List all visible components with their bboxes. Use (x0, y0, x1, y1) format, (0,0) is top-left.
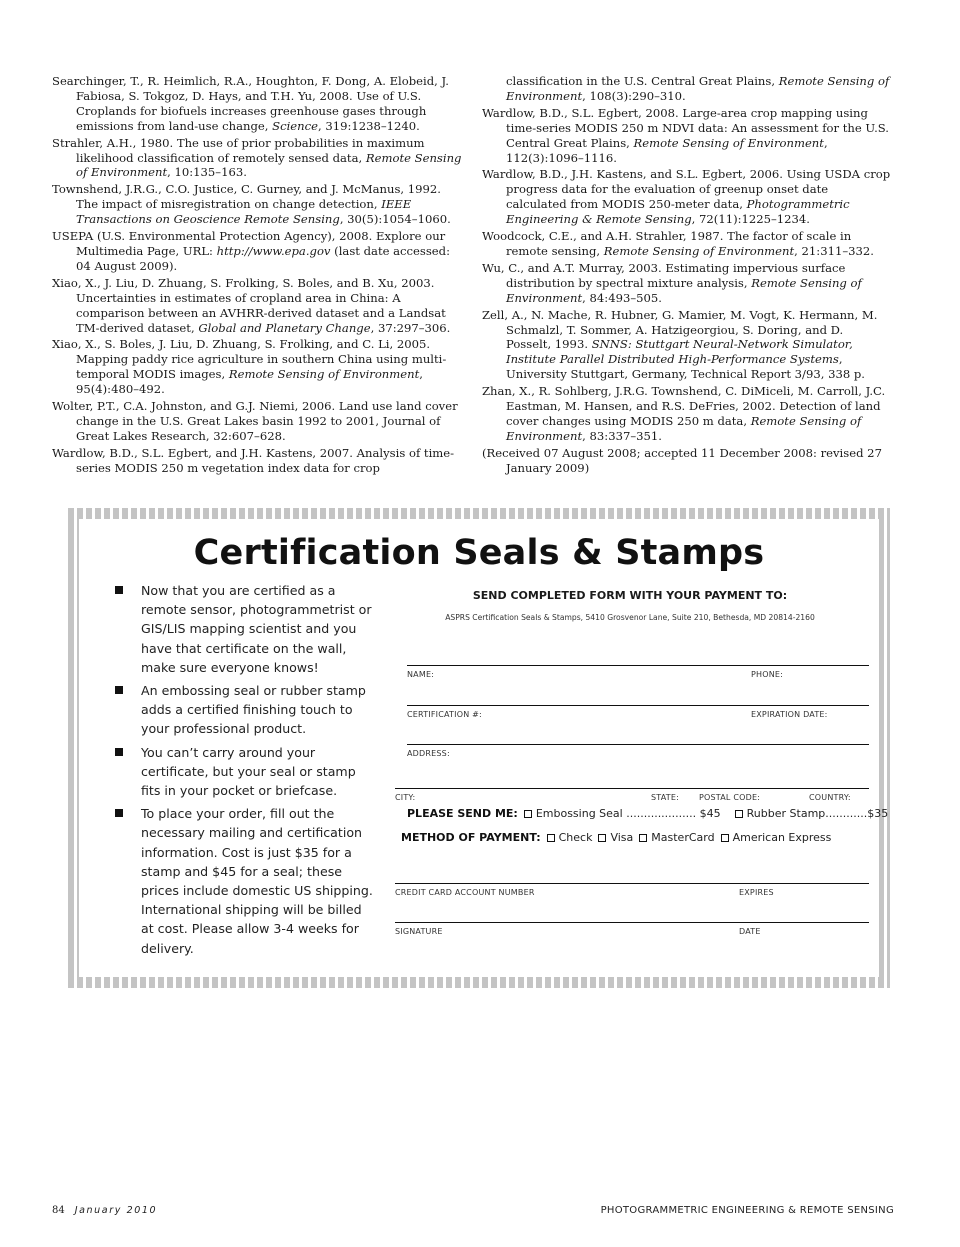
reference-source: Remote Sensing of Environment (506, 413, 862, 443)
reference-text: Zell, A., N. Mache, R. Hubner, G. Mamier, M. Vogt, K. Hermann, M. Schmalzl, T. Sommer, A. Hatzigeorgiou, S. Doring, and D. Posselt, 1993. (482, 307, 878, 352)
page-number: 84 (52, 1205, 65, 1216)
reference-details: , University Stuttgart, Germany, Technical Report 3/93, 338 p. (506, 352, 865, 382)
reference-text: Xiao, X., J. Liu, D. Zhuang, S. Frolking, S. Boles, and B. Xu, 2003. Uncertainties in estimates of cropland area in China: A comparison between an AVHRR-derived dataset and a Landsat TM-derived dataset, (52, 275, 446, 335)
payment-label: METHOD OF PAYMENT: (401, 831, 541, 844)
visa-option: Visa (610, 831, 634, 844)
signature-line[interactable] (395, 922, 869, 923)
footer-left (52, 1205, 157, 1216)
reference-text: Wolter, P.T., C.A. Johnston, and G.J. Niemi, 2006. Land use land cover change in the U.S. Great Lakes basin 1992 to 2001, Journal of Great Lakes Research, 32:607–628. (52, 399, 458, 443)
reference-entry (52, 229, 462, 274)
references-right-column (482, 74, 892, 478)
reference-source: Remote Sensing of Environment (633, 135, 824, 150)
ad-bullet (103, 743, 373, 801)
reference-text: classification in the U.S. Central Great Plains, (506, 74, 779, 88)
reference-text: Wardlow, B.D., S.L. Egbert, 2008. Large-area crop mapping using time-series MODIS 250 m NDVI data: An assessment for the U.S. Central Great Plains, (482, 105, 889, 150)
amex-checkbox[interactable] (721, 834, 729, 842)
reference-details: , 95(4):480–492. (76, 367, 423, 397)
reference-text: (Received 07 August 2008; accepted 11 December 2008: revised 27 January 2009) (482, 445, 882, 475)
reference-entry (482, 167, 892, 227)
reference-text: Searchinger, T., R. Heimlich, R.A., Houghton, F. Dong, A. Elobeid, J. Fabiosa, S. Tokgoz, D. Hays, and T.H. Yu, 2008. Use of U.S. Croplands for biofuels increases greenhouse gases through emissions from land-use change, (52, 74, 449, 133)
send-title: SEND COMPLETED FORM WITH YOUR PAYMENT TO: (472, 589, 788, 602)
reference-details: , 72(11):1225–1234. (691, 212, 810, 227)
seal-option-label: Embossing Seal .................... $45 (535, 807, 721, 820)
ad-title: Certification Seals & Stamps (193, 533, 765, 573)
send-address: ASPRS Certification Seals & Stamps, 5410 Grosvenor Lane, Suite 210, Bethesda, MD 20814-2160 (445, 613, 815, 622)
reference-details: , 319:1238–1240. (317, 118, 420, 133)
reference-text: USEPA (U.S. Environmental Protection Agency), 2008. Explore our Multimedia Page, URL: (52, 229, 446, 258)
reference-entry (52, 399, 462, 444)
mastercard-option: MasterCard (651, 831, 715, 844)
reference-entry (482, 446, 892, 476)
reference-source: Global and Planetary Change (198, 320, 371, 335)
stamp-option-label: Rubber Stamp............$35 (746, 807, 889, 820)
reference-text: Woodcock, C.E., and A.H. Strahler, 1987. The factor of scale in remote sensing, (482, 229, 852, 258)
bullet-square-icon (115, 748, 123, 756)
check-checkbox[interactable] (547, 834, 555, 842)
journal-name: PHOTOGRAMMETRIC ENGINEERING & REMOTE SENSING (600, 1205, 894, 1216)
bullet-square-icon (115, 586, 123, 594)
reference-entry (52, 337, 462, 397)
reference-entry (482, 384, 892, 444)
reference-text: Strahler, A.H., 1980. The use of prior probabilities in maximum likelihood classification of remotely sensed data, (52, 135, 425, 165)
country-label: COUNTRY: (809, 793, 851, 802)
ad-bullet-text: Now that you are certified as a remote sensor, photogrammetrist or GIS/LIS mapping scientist and you have that certificate on the wall, make sure everyone knows! (141, 583, 372, 675)
please-send-row (407, 807, 888, 820)
reference-text: Zhan, X., R. Sohlberg, J.R.G. Townshend, C. DiMiceli, M. Carroll, J.C. Eastman, M. Hansen, and R.S. DeFries, 2002. Detection of land cover changes using MODIS 250 m data, (482, 384, 886, 428)
state-label: STATE: (651, 793, 680, 802)
references-left-column (52, 74, 462, 478)
visa-checkbox[interactable] (598, 834, 606, 842)
postal-code-label: POSTAL CODE: (699, 793, 761, 802)
reference-source: IEEE Transactions on Geoscience Remote Sensing (76, 197, 412, 227)
expiration-label: EXPIRATION DATE: (751, 710, 828, 719)
certification-line[interactable] (407, 705, 869, 706)
ad-bullet (103, 804, 373, 958)
reference-details: , 108(3):290–310. (582, 88, 686, 103)
check-option: Check (558, 831, 593, 844)
reference-details: , 30(5):1054–1060. (339, 212, 451, 227)
ad-bullet-text: You can’t carry around your certificate, but your seal or stamp fits in your pocket or briefcase. (141, 744, 356, 799)
phone-label: PHONE: (751, 670, 784, 679)
name-phone-line[interactable] (407, 665, 869, 666)
ad-bullet-text: An embossing seal or rubber stamp adds a certified finishing touch to your professional product. (141, 683, 366, 737)
reference-text: Wardlow, B.D., S.L. Egbert, and J.H. Kastens, 2007. Analysis of time-series MODIS 250 m vegetation index data for crop (52, 445, 455, 475)
reference-entry (482, 308, 892, 383)
issue-date: January 2010 (74, 1205, 158, 1216)
date-label: DATE (739, 927, 761, 936)
reference-source: Science (272, 118, 318, 133)
reference-details: , 21:311–332. (794, 243, 874, 258)
please-send-label: PLEASE SEND ME: (407, 807, 518, 820)
reference-entry (482, 74, 892, 104)
reference-source: Remote Sensing of Environment (228, 367, 420, 382)
ad-bullet (103, 681, 373, 739)
bullet-square-icon (115, 809, 123, 817)
reference-source: Remote Sensing of Environment (506, 74, 890, 103)
reference-text: Townshend, J.R.G., C.O. Justice, C. Gurney, and J. McManus, 1992. The impact of misregistration on change detection, (52, 182, 441, 212)
reference-source: Remote Sensing of Environment (603, 243, 795, 258)
reference-source: Photogrammetric Engineering & Remote Sensing (506, 197, 850, 227)
certification-ad (68, 508, 890, 988)
reference-entry (52, 182, 462, 227)
ad-bullet (103, 581, 373, 677)
certification-label: CERTIFICATION #: (407, 710, 482, 719)
reference-text: Wu, C., and A.T. Murray, 2003. Estimating impervious surface distribution by spectral mixture analysis, (482, 260, 846, 290)
credit-card-line[interactable] (395, 883, 869, 884)
amex-option: American Express (732, 831, 832, 844)
ad-bullet-list (103, 581, 373, 962)
bullet-square-icon (115, 686, 123, 694)
reference-source: http://www.epa.gov (216, 243, 331, 258)
reference-details: (last date accessed: 04 August 2009). (76, 243, 450, 273)
city-line[interactable] (395, 788, 869, 789)
reference-text: Xiao, X., S. Boles, J. Liu, D. Zhuang, S. Frolking, and C. Li, 2005. Mapping paddy rice agriculture in southern China using multi-temporal MODIS images, (52, 337, 447, 382)
reference-source: Remote Sensing of Environment (506, 275, 862, 305)
reference-entry (52, 276, 462, 336)
reference-details: , 37:297–306. (370, 320, 451, 335)
reference-source: SNNS: Stuttgart Neural-Network Simulator, Institute Parallel Distributed High-Performance Systems (506, 337, 853, 367)
mastercard-checkbox[interactable] (639, 834, 647, 842)
reference-details: , 84:493–505. (582, 290, 662, 305)
seal-checkbox[interactable] (524, 810, 532, 818)
reference-entry (482, 261, 892, 306)
reference-details: , 83:337–351. (582, 428, 662, 443)
city-label: CITY: (395, 793, 416, 802)
expires-label: EXPIRES (739, 888, 774, 897)
reference-entry (52, 74, 462, 134)
reference-entry (482, 106, 892, 166)
reference-source: Remote Sensing of Environment (76, 150, 462, 180)
stamp-checkbox[interactable] (735, 810, 743, 818)
reference-details: , 112(3):1096–1116. (506, 135, 828, 165)
payment-row (401, 831, 831, 844)
ad-bullet-text: To place your order, fill out the necessary mailing and certification information. Cost is just $35 for a stamp and $45 for a seal; these prices include domestic US shipping. International shipping will be billed at cost. Please allow 3-4 weeks for delivery. (141, 806, 373, 956)
reference-details: , 10:135–163. (167, 165, 247, 180)
name-label: NAME: (407, 670, 435, 679)
reference-entry (52, 136, 462, 181)
reference-entry (52, 446, 462, 476)
credit-card-label: CREDIT CARD ACCOUNT NUMBER (395, 888, 535, 897)
reference-entry (482, 229, 892, 259)
address-label: ADDRESS: (407, 749, 450, 758)
signature-label: SIGNATURE (395, 927, 443, 936)
address-line[interactable] (407, 744, 869, 745)
reference-text: Wardlow, B.D., J.H. Kastens, and S.L. Egbert, 2006. Using USDA crop progress data for the evaluation of greenup onset date calculated from MODIS 250-meter data, (482, 167, 891, 212)
